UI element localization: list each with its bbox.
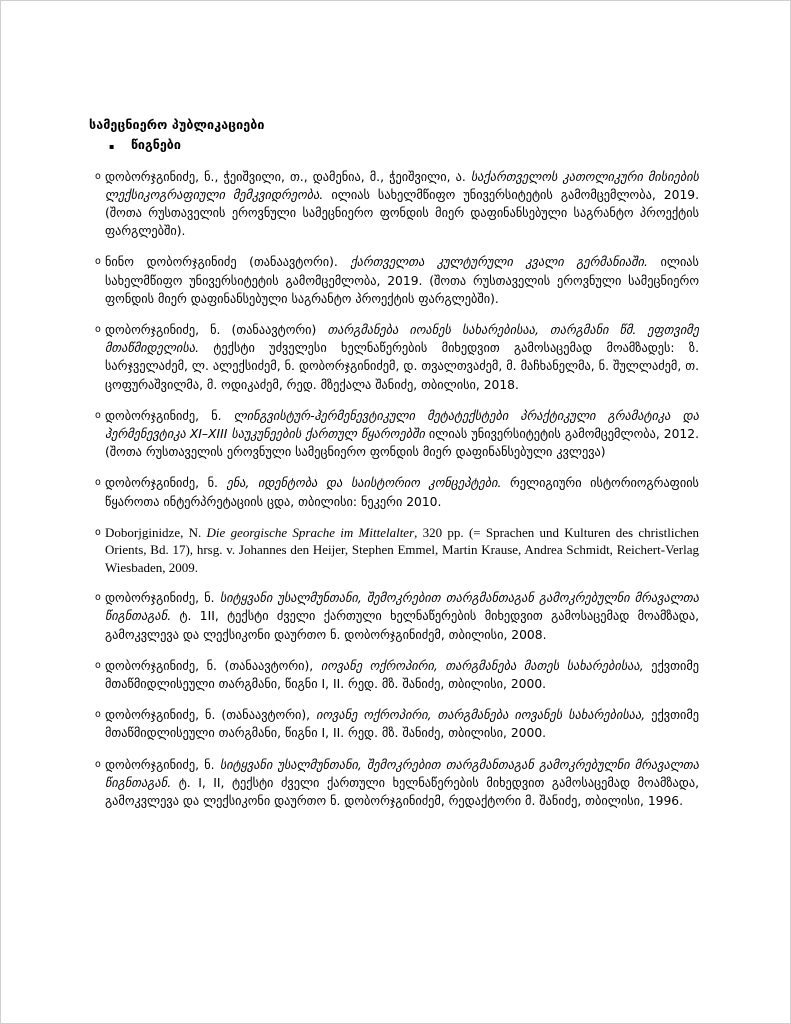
bibliography-entry bbox=[105, 706, 699, 742]
entry-title: ლინგვისტურ-ჰერმენევტიკული მეტატექსტები პრაქტიკული გრამატიკა და ჰერმენევტიკა XI–XIII საუკუნეების ქართულ წყაროებში bbox=[105, 408, 699, 441]
list-item bbox=[89, 474, 699, 510]
list-item bbox=[89, 253, 699, 308]
bibliography-entry bbox=[105, 474, 699, 510]
circle-bullet-icon: o bbox=[95, 592, 101, 604]
entry-details: ილიას უნივერსიტეტის გამომცემლობა, 2012. (შოთა რუსთაველის ეროვნული სამეცნიერო ფონდის მიერ დაფინანსებული კვლევა) bbox=[105, 426, 699, 460]
entry-title: ქართველთა კულტურული კვალი გერმანიაში. bbox=[350, 255, 648, 270]
entry-details: ტექსტი უძველესი ხელნაწერების მიხედვით გამოსაცემად მოამზადეს: ზ. სარჯველაძემ, ლ. ალექსიძემ, ნ. დობორჯგინიძემ, დ. თვალთვაძემ, მ. მაჩხანელმა, ნ. შულლაძემ, თ. ცოფურაშვილმა, მ. ოდიკაძემ, რედ. მზექალა შანიძე, თბილისი, 2018. bbox=[105, 341, 699, 392]
bibliography-entry bbox=[105, 524, 699, 577]
entry-title: ენა, იდენტობა და საისტორიო კონცეპტები. bbox=[226, 476, 502, 491]
entry-title: თარგმანება იოანეს სახარებისაა, თარგმანი წმ. ეფთვიმე მთაწმიდელისა. bbox=[105, 322, 699, 356]
bibliography-entry bbox=[105, 657, 699, 693]
bibliography-list bbox=[89, 168, 699, 811]
entry-details: ტ. 1II, ტექსტი ძველი ქართული ხელნაწერების მიხედვით გამოსაცემად მოამზადა, გამოკვლევა და ლექსიკონი დაურთო ნ. დობორჯგინიძემ, თბილისი, 2008. bbox=[105, 609, 699, 642]
list-item bbox=[89, 407, 699, 462]
entry-details: , 320 pp. (= Sprachen und Kulturen des christlichen Orients, Bd. 17), hrsg. v. Johannes den Heijer, Stephen Emmel, Martin Krause, Andrea Schmidt, Reichert-Verlag Wiesbaden, 2009. bbox=[105, 524, 700, 575]
bibliography-entry bbox=[105, 253, 699, 308]
circle-bullet-icon: o bbox=[95, 323, 101, 335]
circle-bullet-icon: o bbox=[95, 256, 101, 268]
document-content bbox=[89, 117, 699, 823]
entry-title: საქართველოს კათოლიკური მისიების ლექსიკოგრაფიული მემკვიდრეობა. bbox=[105, 169, 699, 202]
bibliography-entry bbox=[105, 321, 699, 394]
circle-bullet-icon: o bbox=[95, 526, 101, 538]
entry-details: ექვთიმე მთაწმიდლისეული თარგმანი, წიგნი I, II. რედ. მზ. შანიძე, თბილისი, 2000. bbox=[105, 708, 699, 741]
bibliography-entry bbox=[105, 756, 699, 811]
circle-bullet-icon: o bbox=[95, 659, 101, 671]
list-item bbox=[89, 706, 699, 742]
entry-authors: ნინო დობორჯგინიძე (თანაავტორი). bbox=[105, 255, 338, 270]
list-item bbox=[89, 321, 699, 394]
circle-bullet-icon: o bbox=[95, 758, 101, 770]
circle-bullet-icon: o bbox=[95, 170, 101, 182]
entry-authors: დობორჯგინიძე, ნ. bbox=[105, 476, 218, 491]
entry-details: რელიგიური ისტორიოგრაფიის წყაროთა ინტერპრეტაციის ცდა, თბილისი: ნეკერი 2010. bbox=[105, 476, 699, 509]
entry-authors: დობორჯგინიძე, ნ. (თანაავტორი) bbox=[105, 322, 317, 337]
subsection-title: წიგნები bbox=[131, 137, 181, 153]
entry-authors: დობორჯგინიძე, ნ. bbox=[105, 408, 222, 423]
entry-details: ილიას სახელმწიფო უნივერსიტეტის გამომცემლობა, 2019. (შოთა რუსთაველის ეროვნული სამეცნიერო ფონდის მიერ დაფინანსებული საგრანტო პროექტის ფარგლებში). bbox=[105, 255, 699, 306]
entry-title: სიტყვანი უსალმუნთანი, შემოკრებით თარგმანთაგან გამოკრებულნი მრავალთა წიგნთაგან. bbox=[105, 757, 699, 790]
circle-bullet-icon: o bbox=[95, 477, 101, 489]
entry-title: სიტყვანი უსალმუნთანი, შემოკრებით თარგმანთაგან გამოკრებულნი მრავალთა წიგნთაგან. bbox=[105, 591, 699, 624]
entry-details: ექვთიმე მთაწმიდლისეული თარგმანი, წიგნი I, II. რედ. მზ. შანიძე, თბილისი, 2000. bbox=[105, 658, 699, 692]
entry-authors: დობორჯგინიძე, ნ. (თანაავტორი), bbox=[105, 708, 311, 723]
subsection-row bbox=[89, 137, 699, 153]
entry-details: ტ. I, II, ტექსტი ძველი ქართული ხელნაწერების მიხედვით გამოსაცემად მოამზადა, გამოკვლევა და ლექსიკონი დაურთო ნ. დობორჯგინიძემ, რედაქტორი მ. შანიძე, თბილისი, 1996. bbox=[105, 775, 699, 809]
bibliography-entry bbox=[105, 407, 699, 462]
entry-title: იოვანე ოქროპირი, თარგმანება იოვანეს სახარებისაა, bbox=[316, 708, 646, 723]
circle-bullet-icon: o bbox=[95, 409, 101, 421]
bibliography-entry bbox=[105, 589, 699, 644]
page-title: სამეცნიერო პუბლიკაციები bbox=[89, 117, 265, 132]
entry-details: ილიას სახელმწიფო უნივერსიტეტის გამომცემლობა, 2019. (შოთა რუსთაველის ეროვნული სამეცნიერო ფონდის მიერ დაფინანსებული საგრანტო პროექტის ფარგლებში). bbox=[105, 187, 699, 239]
list-item bbox=[89, 524, 699, 577]
entry-authors: დობორჯგინიძე, ნ. bbox=[105, 591, 215, 606]
list-item bbox=[89, 756, 699, 811]
entry-authors: დობორჯგინიძე, ნ., ჭეიშვილი, თ., დამენია, მ., ჭეიშვილი, ა. bbox=[105, 169, 466, 184]
circle-bullet-icon: o bbox=[95, 709, 101, 721]
entry-title: იოვანე ოქროპირი, თარგმანება მათეს სახარებისაა, bbox=[320, 658, 644, 673]
list-item bbox=[89, 589, 699, 644]
square-bullet-icon: ▪ bbox=[109, 142, 115, 152]
list-item bbox=[89, 168, 699, 241]
entry-title: Die georgische Sprache im Mittelalter bbox=[206, 524, 415, 540]
list-item bbox=[89, 657, 699, 693]
entry-authors: დობორჯგინიძე, ნ. (თანაავტორი), bbox=[105, 658, 314, 673]
bibliography-entry bbox=[105, 168, 699, 241]
entry-authors: დობორჯგინიძე, ნ. bbox=[105, 757, 215, 772]
entry-authors: Doborjginidze, N. bbox=[105, 524, 202, 540]
